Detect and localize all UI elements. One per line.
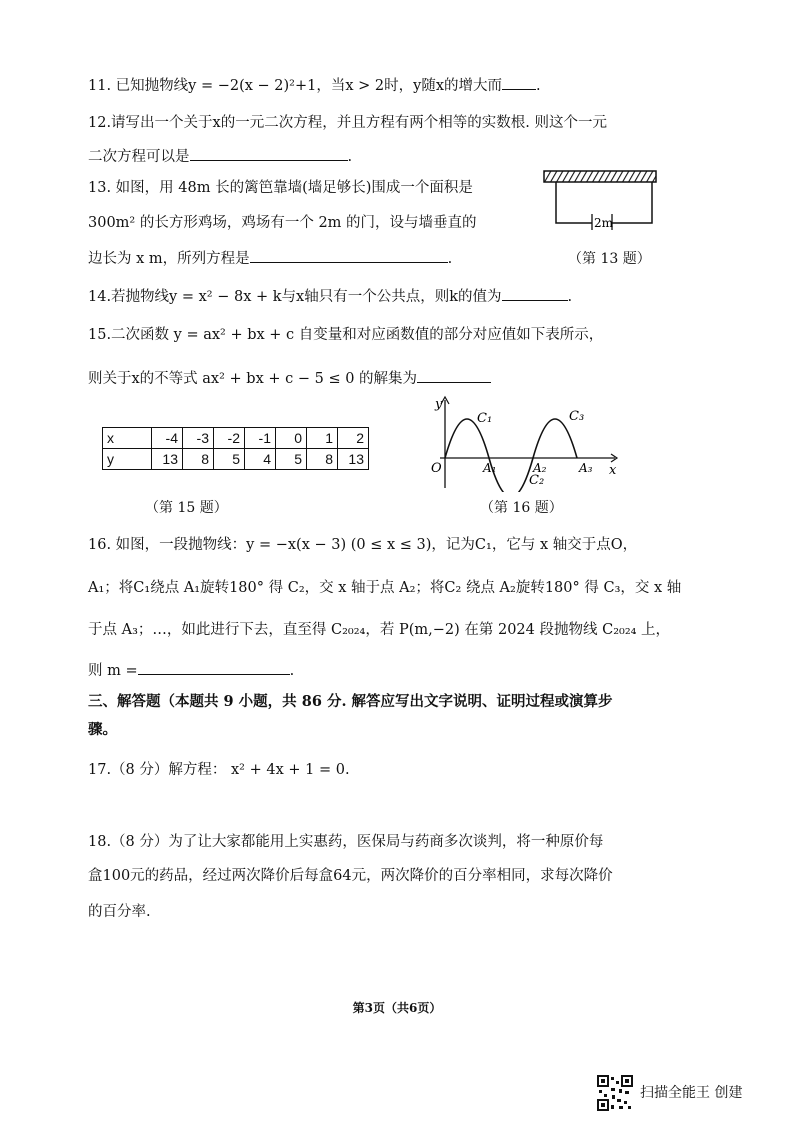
question-11 xyxy=(88,75,541,96)
q13-line1: 13. 如图，用 48m 长的篱笆靠墙(墙足够长)围成一个面积是 xyxy=(88,180,473,196)
q13-end: . xyxy=(447,251,453,267)
table-header-x: x xyxy=(103,428,152,449)
q16-line4-text: 则 m = xyxy=(88,663,138,679)
a1-label: A₁ xyxy=(483,461,497,475)
table-cell: 5 xyxy=(276,449,307,470)
table-cell: 13 xyxy=(338,449,369,470)
table-cell: 0 xyxy=(276,428,307,449)
q12-line2-text: 二次方程可以是 xyxy=(88,149,190,165)
table-cell: 5 xyxy=(214,449,245,470)
section3-line1: 三、解答题（本题共 9 小题，共 86 分. 解答应写出文字说明、证明过程或演算步 xyxy=(88,693,613,710)
q14-answer-blank xyxy=(502,286,568,301)
q15-line1: 15.二次函数 y = ax² + bx + c 自变量和对应函数值的部分对应值如下表所示， xyxy=(88,327,604,343)
table-header-y: y xyxy=(103,449,152,470)
q12-answer-blank xyxy=(190,146,348,161)
q16-line1: 16. 如图，一段抛物线：y = −x(x − 3) (0 ≤ x ≤ 3)，记为C₁，它与 x 轴交于点O， xyxy=(88,537,638,553)
q16-figure xyxy=(425,392,625,492)
question-16-line4 xyxy=(88,660,294,681)
q18-line2: 盒100元的药品，经过两次降价后每盒64元，两次降价的百分率相同，求每次降价 xyxy=(88,868,613,884)
q13-figure xyxy=(540,168,660,238)
table-cell: 8 xyxy=(183,449,214,470)
page-footer: 第3页（共6页） xyxy=(352,1001,442,1015)
table-cell: 2 xyxy=(338,428,369,449)
q11-answer-blank xyxy=(502,75,536,90)
q16-line3: 于点 A₃；…，如此进行下去，直至得 C₂₀₂₄，若 P(m,−2) 在第 2024 段抛物线 C₂₀₂₄ 上， xyxy=(88,622,671,638)
q18-line1: 18.（8 分）为了让大家都能用上实惠药，医保局与药商多次谈判，将一种原价每 xyxy=(88,834,604,850)
fence-left xyxy=(556,182,592,223)
q11-end: . xyxy=(536,78,541,94)
q14-end: . xyxy=(567,289,573,305)
table-cell: -1 xyxy=(245,428,276,449)
question-14 xyxy=(88,286,572,307)
q12-end: . xyxy=(347,149,353,165)
c2-label: C₂ xyxy=(529,473,545,488)
table-row xyxy=(103,428,369,449)
q13-line3-text: 边长为 x m，所列方程是 xyxy=(88,251,250,267)
q15-caption: （第 15 题） xyxy=(145,500,228,516)
table-cell: -4 xyxy=(152,428,183,449)
fence-right xyxy=(612,182,652,223)
q13-caption: （第 13 题） xyxy=(568,251,651,267)
q15-answer-blank xyxy=(417,368,491,383)
q16-caption: （第 16 题） xyxy=(480,500,563,516)
q15-line2-text: 则关于x的不等式 ax² + bx + c − 5 ≤ 0 的解集为 xyxy=(88,371,418,387)
table-cell: 1 xyxy=(307,428,338,449)
table-cell: -2 xyxy=(214,428,245,449)
q17-text: 17.（8 分）解方程： x² + 4x + 1 = 0. xyxy=(88,762,350,778)
q18-line3: 的百分率. xyxy=(88,904,151,920)
scanner-watermark: 扫描全能王 创建 xyxy=(640,1085,743,1101)
q15-table xyxy=(102,427,369,470)
x-label: x xyxy=(609,463,617,478)
y-label: y xyxy=(435,397,443,412)
table-cell: 8 xyxy=(307,449,338,470)
question-15-line2 xyxy=(88,368,491,389)
origin-label: O xyxy=(431,461,442,476)
table-cell: 4 xyxy=(245,449,276,470)
curve-c3 xyxy=(533,419,577,458)
q16-line2: A₁；将C₁绕点 A₁旋转180° 得 C₂，交 x 轴于点 A₂；将C₂ 绕点 A₂旋转180° 得 C₃，交 x 轴 xyxy=(88,580,682,596)
c1-label: C₁ xyxy=(477,411,493,426)
q11-text: 11. 已知抛物线y = −2(x − 2)²+1，当x > 2时，y随x的增大而 xyxy=(88,78,503,94)
qr-code-icon xyxy=(597,1075,633,1111)
c3-label: C₃ xyxy=(569,409,585,424)
q13-answer-blank xyxy=(250,248,448,263)
table-cell: -3 xyxy=(183,428,214,449)
section3-line2: 骤。 xyxy=(88,721,117,738)
a2-label: A₂ xyxy=(533,461,547,475)
q12-line1: 12.请写出一个关于x的一元二次方程，并且方程有两个相等的实数根. 则这个一元 xyxy=(88,115,607,131)
q13-line2: 300m² 的长方形鸡场，鸡场有一个 2m 的门，设与墙垂直的 xyxy=(88,215,477,231)
q16-end: . xyxy=(289,663,295,679)
table-cell: 13 xyxy=(152,449,183,470)
table-row xyxy=(103,449,369,470)
q16-answer-blank xyxy=(138,660,290,675)
q14-text: 14.若抛物线y = x² − 8x + k与x轴只有一个公共点，则k的值为 xyxy=(88,289,502,305)
question-12-line2 xyxy=(88,146,352,167)
question-13-line3 xyxy=(88,248,452,269)
door-label: 2m xyxy=(594,216,614,230)
a3-label: A₃ xyxy=(579,461,593,475)
wall-hatch xyxy=(544,171,656,182)
